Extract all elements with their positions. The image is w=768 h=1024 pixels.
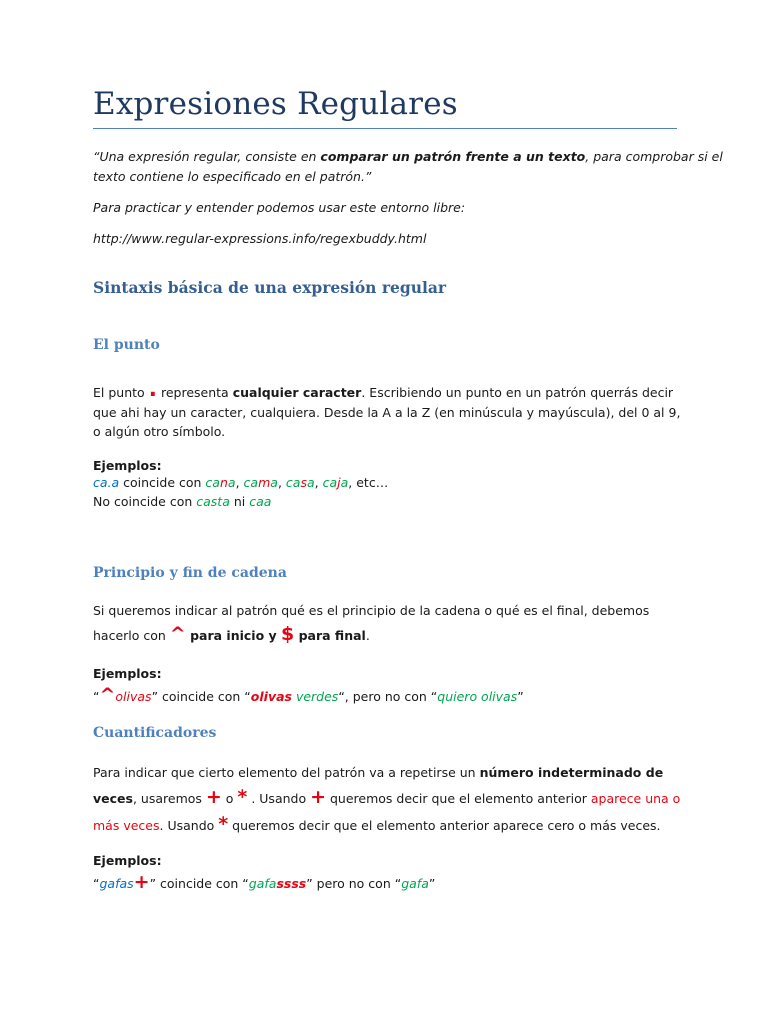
cuant-paragraph-line-3 [93, 813, 683, 836]
cuant-red-text: más veces [93, 818, 160, 833]
punto-example-2 [93, 492, 683, 512]
section-heading: Sintaxis básica de una expresión regular [93, 278, 447, 297]
principio-text: . [365, 628, 370, 643]
example-sep: , [314, 475, 323, 490]
match-word: a [306, 475, 315, 490]
match-word: ca [285, 475, 301, 490]
example-text: ” pero no con “ [306, 876, 402, 891]
match-char: j [337, 475, 341, 490]
match-word: a [270, 475, 278, 490]
punto-paragraph-line-3: o algún otro símbolo. [93, 424, 226, 439]
match-word: olivas [250, 689, 292, 704]
match-word: a [340, 475, 349, 490]
cuant-text: o [221, 791, 238, 806]
cuant-red-text: aparece una o [590, 791, 681, 806]
cuant-text: . Usando [159, 818, 219, 833]
plus-symbol: + [310, 786, 327, 808]
intro-quote-line-1 [93, 147, 723, 167]
example-text: “ [93, 876, 100, 891]
example-text: coincide con [119, 475, 206, 490]
principio-bold: para final [294, 628, 366, 643]
dollar-symbol: $ [281, 623, 295, 645]
intro-quote-line-2: texto contiene lo especificado en el patrón.” [93, 169, 372, 184]
punto-paragraph-line-1 [93, 377, 683, 403]
match-chars: ssss [276, 876, 307, 891]
caret-symbol: ^ [99, 684, 116, 706]
example-text: ” coincide con “ [149, 876, 249, 891]
cuant-text: queremos decir que el elemento anterior [326, 791, 591, 806]
cuant-paragraph-line-2 [93, 786, 683, 809]
page-title: Expresiones Regulares [93, 86, 458, 122]
caret-symbol: ^ [169, 623, 186, 645]
cuantificadores-heading: Cuantificadores [93, 725, 217, 741]
intro-practice-text: Para practicar y entender podemos usar este entorno libre: [93, 200, 466, 215]
cuant-ejemplos-label: Ejemplos: [93, 853, 162, 868]
match-word: ca [243, 475, 259, 490]
pattern-text: ca.a [93, 475, 120, 490]
nonmatch-word: gafa [401, 876, 429, 891]
dot-symbol: . [148, 377, 158, 402]
match-word: ca [205, 475, 220, 490]
punto-heading: El punto [93, 337, 160, 353]
example-text: ” [517, 689, 524, 704]
principio-heading: Principio y fin de cadena [93, 565, 287, 581]
principio-text: hacerlo con [93, 628, 170, 643]
principio-ejemplos-label: Ejemplos: [93, 666, 162, 681]
example-text: ” coincide con “ [151, 689, 251, 704]
punto-text: El punto [93, 385, 149, 400]
punto-text: representa [157, 385, 233, 400]
example-text: , etc… [348, 475, 389, 490]
cuant-example [93, 871, 683, 894]
example-text: “ [93, 689, 100, 704]
intro-url: http://www.regular-expressions.info/regexbuddy.html [93, 231, 427, 246]
nonmatch-word: casta [196, 494, 230, 509]
example-sep: , [277, 475, 286, 490]
intro-quote-bold: comparar un patrón frente a un texto [320, 149, 586, 164]
match-char: m [258, 475, 271, 490]
match-char: s [300, 475, 307, 490]
star-symbol: * [237, 786, 248, 808]
star-symbol: * [218, 813, 229, 835]
principio-example [93, 684, 683, 707]
pattern-text: olivas [115, 689, 152, 704]
example-text: “, pero no con “ [338, 689, 438, 704]
principio-paragraph-line-2 [93, 623, 683, 646]
cuant-bold: número indeterminado de [479, 765, 664, 780]
nonmatch-word: caa [249, 494, 272, 509]
match-word: ca [322, 475, 338, 490]
cuant-paragraph-line-1 [93, 763, 683, 783]
intro-quote-rest: , para comprobar si el [585, 149, 723, 164]
plus-symbol: + [205, 786, 222, 808]
example-text: ” [428, 876, 436, 891]
cuant-bold: veces [93, 791, 133, 806]
example-sep: , [235, 475, 244, 490]
cuant-text: Para indicar que cierto elemento del patrón va a repetirse un [93, 765, 480, 780]
principio-paragraph-line-1: Si queremos indicar al patrón qué es el principio de la cadena o qué es el final, debemos [93, 603, 650, 618]
match-word: a [227, 475, 236, 490]
match-word: gafa [248, 876, 277, 891]
intro-quote-start: “Una expresión regular, consiste en [93, 149, 321, 164]
example-text: No coincide con [93, 494, 197, 509]
cuant-text: , usaremos [132, 791, 206, 806]
nonmatch-word: quiero olivas [437, 689, 518, 704]
punto-paragraph-line-2: que ahi hay un caracter, cualquiera. Desde la A a la Z (en minúscula y mayúscula), del 0 al 9, [93, 405, 681, 420]
cuant-text: . Usando [247, 791, 311, 806]
title-underline [93, 128, 677, 129]
match-char: n [219, 475, 228, 490]
pattern-text: gafas [99, 876, 134, 891]
punto-bold: cualquier caracter [232, 385, 362, 400]
punto-text: . Escribiendo un punto en un patrón querrás decir [361, 385, 674, 400]
principio-bold: para inicio y [185, 628, 282, 643]
plus-symbol: + [133, 871, 150, 893]
punto-example-1 [93, 473, 683, 493]
example-text: ni [229, 494, 250, 509]
cuant-text: queremos decir que el elemento anterior aparece cero o más veces. [228, 818, 661, 833]
punto-ejemplos-label: Ejemplos: [93, 458, 162, 473]
match-word: verdes [291, 689, 339, 704]
